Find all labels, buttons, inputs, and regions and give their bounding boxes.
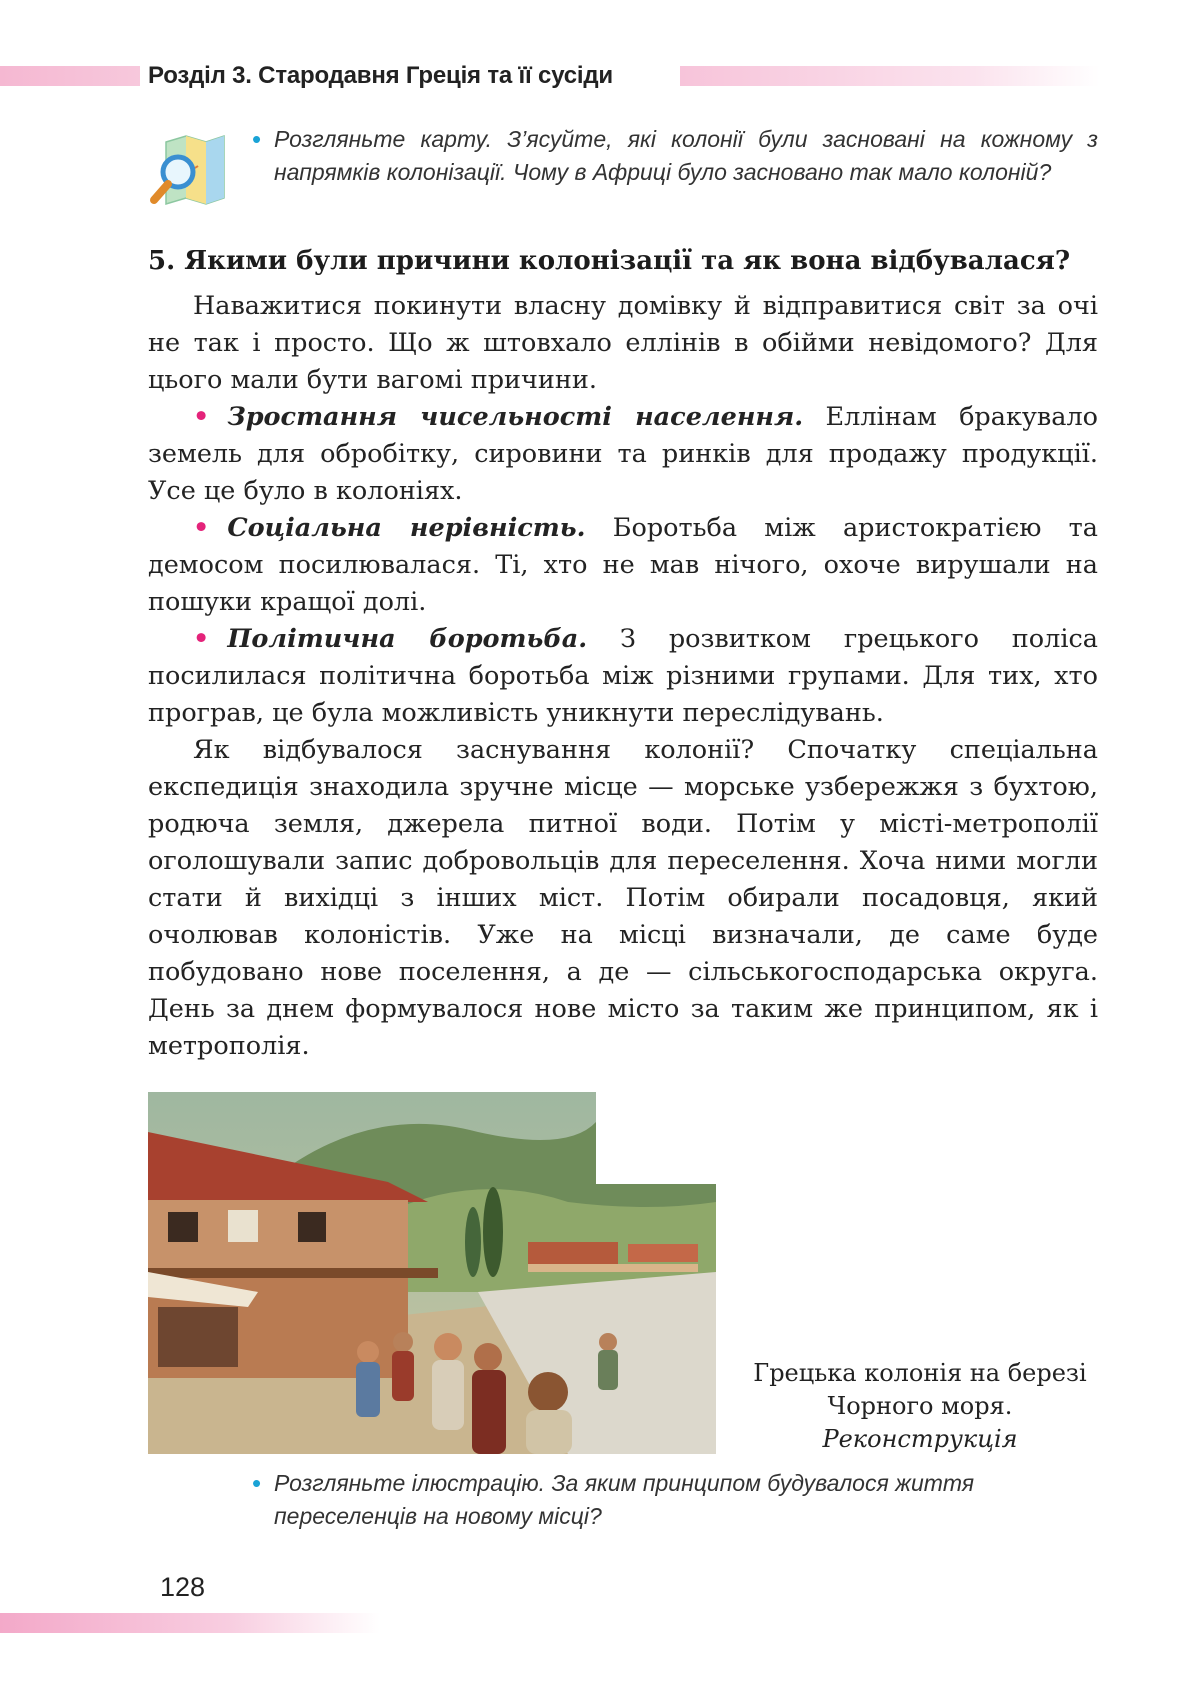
bullet-term: Соціальна нерівність. [227,513,586,543]
section-heading: 5. Якими були причини колонізації та як вона відбувалася? [148,246,1071,276]
greek-colony-illustration [148,1092,716,1454]
task-map-text: Розгляньте карту. З’ясуйте, які колонії були засновані на кожному з напрямків колонізації. Чому в Африці було засновано так мало колоній? [274,126,1098,185]
body-text [148,288,1098,1065]
footer-accent-bar [0,1613,380,1633]
caption-line: Грецька колонія на березі [753,1359,1087,1387]
bullet-icon: • [193,513,210,543]
bullet-text: Боротьба між аристократією та демосом посилювалася. Ті, хто не мав нічого, охоче вирушали на пошуки кращої долі. [148,513,1098,617]
task-map-question [252,123,1098,189]
bullet-icon: • [193,624,210,654]
bullet-paragraph [148,510,1098,621]
bullet-icon: • [193,402,210,432]
header-accent-bar-right [680,66,1100,86]
bullet-icon: • [252,124,262,154]
intro-paragraph: Наважитися покинути власну домівку й відправитися світ за очі не так і просто. Що ж штовхало еллінів в обійми невідомого? Для цього мали бути вагомі причини. [148,291,1098,395]
chapter-title: Розділ 3. Стародавня Греція та її сусіди [148,62,613,89]
illustration-caption [735,1357,1105,1456]
bullet-icon: • [252,1468,262,1498]
bullet-term: Політична боротьба. [227,624,588,654]
bullet-paragraph [148,621,1098,732]
map-magnifier-icon [148,132,228,212]
caption-line: Чорного моря. [827,1392,1013,1420]
bullet-paragraph [148,399,1098,510]
caption-note: Реконструкція [822,1425,1018,1453]
page-number: 128 [160,1572,206,1602]
task-illustration-question [252,1467,1098,1533]
bullet-term: Зростання чисельності населення. [227,402,804,432]
task-illustration-text: Розгляньте ілюстрацію. За яким принципом будувалося життя переселенців на новому місці? [274,1470,975,1529]
process-paragraph: Як відбувалося заснування колонії? Спочатку спеціальна експедиція знаходила зручне місце — морське узбережжя з бухтою, родюча земля, джерела питної води. Потім у місті-метрополії оголошували запис добровольців для переселення. Хоча ними могли стати й вихідці з інших міст. Потім обирали посадовця, який очолював колоністів. Уже на місці визначали, де саме буде побудовано нове поселення, а де — сільськогосподарська округа. День за днем формувалося нове місто за таким же принципом, як і метрополія. [148,735,1098,1061]
bullet-text: Еллінам бракувало земель для обробітку, сировини та ринків для продажу продукції. Усе це було в колоніях. [148,402,1098,506]
bullet-text: З розвитком грецького поліса посилилася політична боротьба між різними групами. Для тих, хто програв, це була можливість уникнути переслідувань. [148,624,1098,728]
header-accent-bar-left [0,66,140,86]
